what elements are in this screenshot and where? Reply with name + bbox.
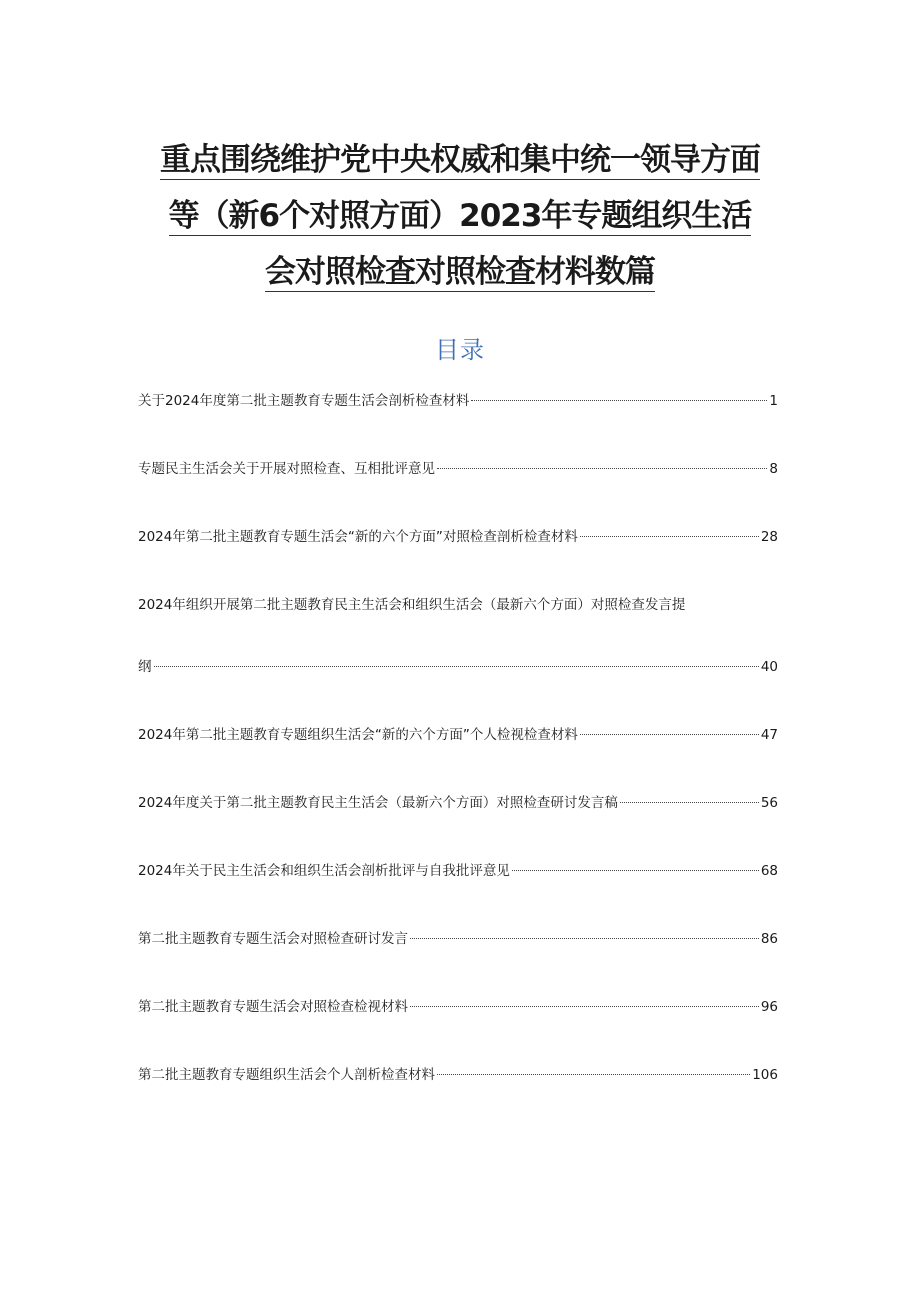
- toc-entry-3[interactable]: [138, 522, 778, 552]
- toc-entry-text-first-line: 2024年组织开展第二批主题教育民主生活会和组织生活会（最新六个方面）对照检查发言提: [138, 597, 686, 613]
- toc-entry-text: 专题民主生活会关于开展对照检查、互相批评意见: [138, 461, 435, 477]
- toc-page-number: 1: [769, 393, 778, 409]
- toc-entry-2[interactable]: [138, 454, 778, 484]
- toc-entry-text: 第二批主题教育专题组织生活会个人剖析检查材料: [138, 1067, 435, 1083]
- toc-entry-9[interactable]: [138, 992, 778, 1022]
- title-line-1: 重点围绕维护党中央权威和集中统一领导方面: [160, 142, 760, 178]
- dot-leader: [512, 870, 759, 871]
- title-line-3: 会对照检查对照检查材料数篇: [265, 254, 655, 290]
- toc-entry-1[interactable]: [138, 386, 778, 416]
- toc-page-number: 86: [760, 931, 778, 947]
- dot-leader: [620, 802, 759, 803]
- dot-leader: [437, 468, 767, 469]
- toc-page-number: 68: [760, 863, 778, 879]
- toc-entry-7[interactable]: [138, 856, 778, 886]
- toc-page-number: 96: [760, 999, 778, 1015]
- table-of-contents: [138, 386, 778, 1128]
- dot-leader: [410, 938, 759, 939]
- toc-page-number: 28: [760, 529, 778, 545]
- toc-entry-text: 第二批主题教育专题生活会对照检查检视材料: [138, 999, 408, 1015]
- toc-entry-text: 2024年关于民主生活会和组织生活会剖析批评与自我批评意见: [138, 863, 510, 879]
- dot-leader: [580, 734, 759, 735]
- toc-page-number: 106: [752, 1067, 778, 1083]
- toc-entry-text: 纲: [138, 659, 152, 675]
- dot-leader: [437, 1074, 750, 1075]
- title-line-2: 等（新6个对照方面）2023年专题组织生活: [168, 198, 752, 234]
- toc-entry-text: 2024年第二批主题教育专题生活会“新的六个方面”对照检查剖析检查材料: [138, 529, 578, 545]
- toc-entry-10[interactable]: [138, 1060, 778, 1090]
- dot-leader: [471, 400, 767, 401]
- dot-leader: [154, 666, 759, 667]
- toc-page-number: 8: [769, 461, 778, 477]
- toc-page-number: 40: [760, 659, 778, 675]
- toc-entry-4[interactable]: [138, 590, 778, 682]
- toc-entry-8[interactable]: [138, 924, 778, 954]
- toc-entry-text: 2024年第二批主题教育专题组织生活会“新的六个方面”个人检视检查材料: [138, 727, 578, 743]
- toc-entry-text: 关于2024年度第二批主题教育专题生活会剖析检查材料: [138, 393, 470, 409]
- toc-entry-6[interactable]: [138, 788, 778, 818]
- toc-entry-text: 2024年度关于第二批主题教育民主生活会（最新六个方面）对照检查研讨发言稿: [138, 795, 618, 811]
- toc-heading: 目录: [435, 336, 485, 364]
- toc-entry-text: 第二批主题教育专题生活会对照检查研讨发言: [138, 931, 408, 947]
- document-title: [80, 132, 840, 300]
- toc-page-number: 47: [760, 727, 778, 743]
- toc-entry-5[interactable]: [138, 720, 778, 750]
- toc-page-number: 56: [760, 795, 778, 811]
- dot-leader: [410, 1006, 759, 1007]
- dot-leader: [580, 536, 759, 537]
